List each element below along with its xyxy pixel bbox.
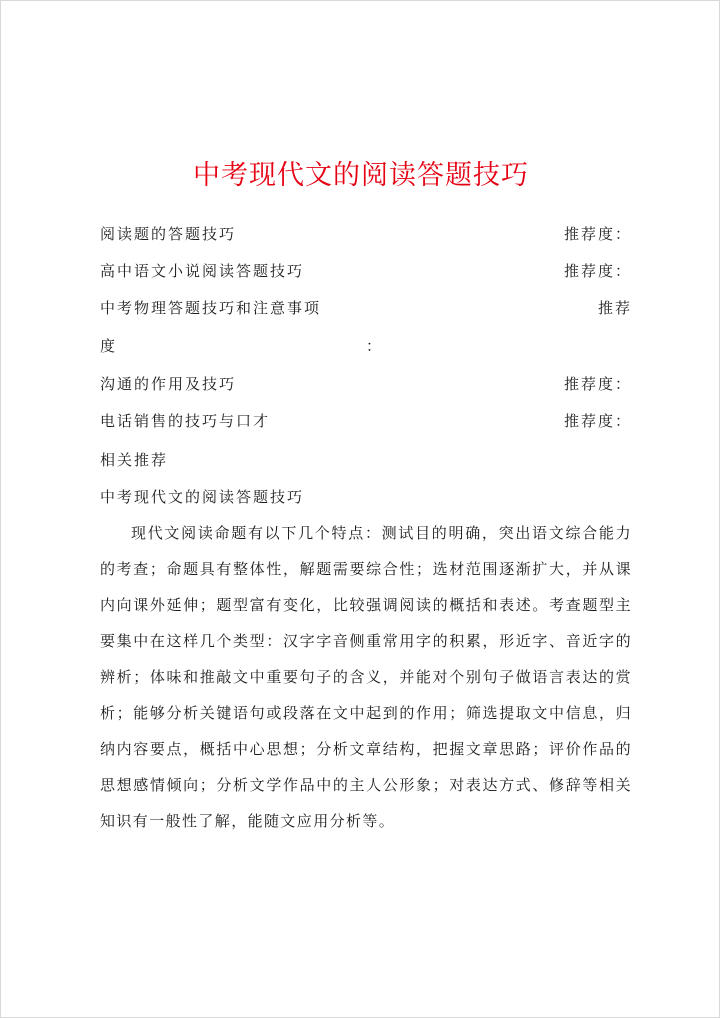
- recommend-rating-label: 推荐度：: [563, 262, 632, 280]
- recommend-rating-label: 推荐度：: [563, 375, 632, 393]
- recommend-row-2[interactable]: [100, 260, 632, 284]
- recommend-link-label[interactable]: 阅读题的答题技巧: [100, 225, 237, 243]
- recommend-row-3[interactable]: [100, 297, 632, 321]
- recommend-row-3-wrap: [100, 335, 632, 359]
- recommend-row-4[interactable]: [100, 373, 632, 397]
- recommend-link-label[interactable]: 高中语文小说阅读答题技巧: [100, 262, 305, 280]
- recommend-row-1[interactable]: [100, 223, 632, 247]
- recommend-link-label[interactable]: 中考物理答题技巧和注意事项: [100, 299, 322, 317]
- article-body: 现代文阅读命题有以下几个特点：测试目的明确，突出语文综合能力的考查；命题具有整体性，解题需要综合性；选材范围逐渐扩大，并从课内向课外延伸；题型富有变化，比较强调阅读的概括和表述。考查题型主要集中在这样几个类型：汉字字音侧重常用字的积累，形近字、音近字的辨析；体味和推敲文中重要句子的含义，并能对个别句子做语言表达的赏析；能够分析关键语句或段落在文中起到的作用；筛选提取文中信息，归纳内容要点，概括中心思想；分析文章结构，把握文章思路；评价作品的思想感情倾向；分析文学作品中的主人公形象；对表达方式、修辞等相关知识有一般性了解，能随文应用分析等。: [100, 524, 632, 830]
- article-heading: 中考现代文的阅读答题技巧: [100, 488, 305, 506]
- recommend-rating-label: 推荐度：: [563, 225, 632, 243]
- recommend-row-5[interactable]: [100, 410, 632, 434]
- recommend-rating-label: 推荐度：: [563, 412, 632, 430]
- recommend-rating-wrap-right: ：: [366, 337, 384, 355]
- page-title: 中考现代文的阅读答题技巧: [193, 160, 529, 191]
- recommend-rating-label: 推荐: [597, 299, 632, 317]
- related-heading: 相关推荐: [100, 451, 169, 469]
- recommend-rating-wrap-left: 度: [100, 337, 118, 355]
- recommend-link-label[interactable]: 电话销售的技巧与口才: [100, 412, 271, 430]
- recommend-link-label[interactable]: 沟通的作用及技巧: [100, 375, 237, 393]
